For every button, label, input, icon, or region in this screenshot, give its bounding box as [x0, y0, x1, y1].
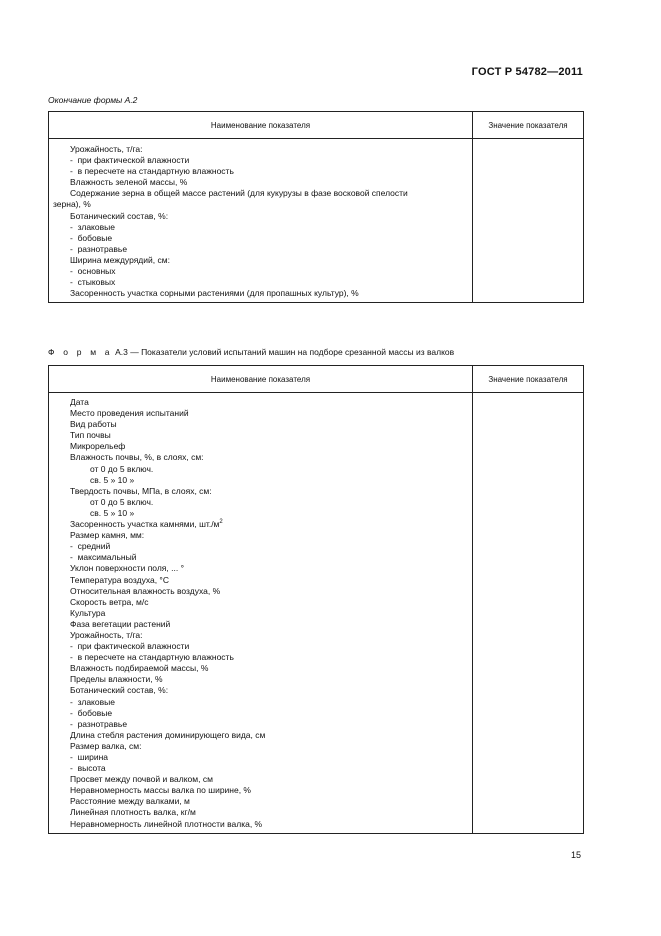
indicator-text: максимальный — [77, 552, 137, 563]
indicator-row — [70, 222, 468, 233]
indicator-text: Фаза вегетации растений — [70, 618, 171, 629]
indicator-text: Расстояние между валками, м — [70, 796, 190, 807]
indicator-row — [70, 475, 468, 486]
indicator-row — [70, 552, 468, 563]
indicator-text: разнотравье — [77, 718, 128, 729]
indicator-row — [70, 266, 468, 277]
col-header-name: Наименование показателя — [49, 366, 473, 393]
indicator-text: Неравномерность массы валка по ширине, % — [70, 785, 251, 796]
indicator-text: Влажность подбираемой массы, % — [70, 663, 209, 674]
indicator-row — [70, 652, 468, 663]
indicator-row — [70, 233, 468, 244]
indicator-text: бобовые — [77, 707, 113, 718]
indicator-row — [70, 452, 468, 463]
indicator-row — [70, 155, 468, 166]
indicator-text: Содержание зерна в общей массе растений (для кукурузы в фазе восковой спелости — [70, 188, 408, 199]
indicator-text: Урожайность, т/га: — [70, 144, 143, 154]
indicator-text: Просвет между почвой и валком, см — [70, 774, 213, 785]
indicator-text: основных — [77, 266, 116, 277]
indicator-list-cell — [49, 393, 473, 834]
indicator-row — [70, 288, 468, 299]
indicator-row — [70, 619, 468, 630]
col-header-value: Значение показателя — [473, 366, 584, 393]
indicator-row — [70, 430, 468, 441]
indicator-row — [70, 586, 468, 597]
form-a3-caption-text: А.3 — Показатели условий испытаний машин на подборе срезанной массы из валков — [112, 347, 455, 357]
indicator-text: Урожайность, т/га: — [70, 629, 143, 640]
indicator-text: Скорость ветра, м/с — [70, 596, 149, 607]
indicator-row — [70, 663, 468, 674]
indicator-row — [70, 166, 468, 177]
indicator-row — [70, 608, 468, 619]
indicator-row — [70, 211, 468, 222]
indicator-row — [70, 244, 468, 255]
indicator-row — [70, 408, 468, 419]
indicator-row — [70, 541, 468, 552]
indicator-row — [70, 674, 468, 685]
form-a2-table — [48, 111, 584, 303]
indicator-row — [70, 188, 468, 199]
indicator-text: в пересчете на стандартную влажность — [77, 652, 234, 663]
indicator-text: в пересчете на стандартную влажность — [77, 166, 234, 177]
indicator-text: бобовые — [77, 232, 113, 243]
indicator-row — [70, 685, 468, 696]
col-header-name: Наименование показателя — [49, 112, 473, 139]
form-a3-caption-prefix: Ф о р м а — [48, 347, 113, 357]
indicator-text: св. 5 » 10 » — [90, 474, 135, 485]
value-cell — [473, 139, 584, 303]
indicator-row — [70, 752, 468, 763]
indicator-text: Дата — [70, 397, 89, 407]
form-a3-caption — [48, 347, 454, 357]
indicator-row — [70, 508, 468, 519]
indicator-row — [70, 177, 468, 188]
indicator-text: от 0 до 5 включ. — [90, 463, 154, 474]
indicator-row — [70, 819, 468, 830]
indicator-row — [70, 530, 468, 541]
indicator-row — [70, 807, 468, 818]
indicator-text: разнотравье — [77, 243, 128, 254]
indicator-text: от 0 до 5 включ. — [90, 496, 154, 507]
indicator-text: Ширина междурядий, см: — [70, 254, 170, 265]
form-a2-caption: Окончание формы А.2 — [48, 95, 138, 105]
indicator-text: Культура — [70, 607, 106, 618]
indicator-text: при фактической влажности — [77, 155, 190, 166]
col-header-value: Значение показателя — [473, 112, 584, 139]
indicator-text: Линейная плотность валка, кг/м — [70, 807, 196, 818]
indicator-text: Размер камня, мм: — [70, 530, 145, 541]
indicator-row — [70, 441, 468, 452]
indicator-row — [70, 785, 468, 796]
indicator-row — [70, 796, 468, 807]
indicator-row — [70, 597, 468, 608]
indicator-text: Влажность зеленой массы, % — [70, 177, 188, 188]
indicator-row — [70, 774, 468, 785]
indicator-row — [70, 708, 468, 719]
indicator-text: Неравномерность линейной плотности валка, % — [70, 818, 263, 829]
indicator-text: Ботанический состав, %: — [70, 210, 169, 221]
indicator-text: стыковых — [77, 277, 116, 288]
indicator-list-cell — [49, 139, 473, 303]
indicator-text: Засоренность участка камнями, шт./м — [70, 519, 220, 530]
indicator-row — [70, 719, 468, 730]
indicator-row — [70, 486, 468, 497]
indicator-row — [70, 255, 468, 266]
indicator-row — [70, 277, 468, 288]
form-a3-table — [48, 365, 584, 834]
indicator-row — [70, 630, 468, 641]
indicator-row — [70, 575, 468, 586]
indicator-row — [70, 563, 468, 574]
indicator-text: Твердость почвы, МПа, в слоях, см: — [70, 485, 212, 496]
indicator-text: ширина — [77, 752, 109, 762]
indicator-text: Относительная влажность воздуха, % — [70, 585, 221, 596]
indicator-row — [70, 464, 468, 475]
indicator-text: Микрорельеф — [70, 441, 126, 452]
indicator-row — [70, 697, 468, 708]
indicator-text: Пределы влажности, % — [70, 674, 163, 685]
indicator-text: Засоренность участка сорными растениями (для пропашных культур), % — [70, 288, 359, 299]
indicator-text: Влажность почвы, %, в слоях, см: — [70, 452, 204, 463]
indicator-text: злаковые — [77, 221, 115, 232]
indicator-text: при фактической влажности — [77, 641, 190, 652]
indicator-text: Температура воздуха, °С — [70, 574, 169, 585]
value-cell — [473, 393, 584, 834]
indicator-row — [70, 741, 468, 752]
indicator-row — [70, 144, 468, 155]
indicator-text: средний — [77, 541, 111, 552]
superscript: 2 — [219, 519, 223, 526]
standard-code: ГОСТ Р 54782—2011 — [471, 66, 583, 78]
indicator-text: Ботанический состав, %: — [70, 685, 169, 696]
indicator-text: Размер валка, см: — [70, 740, 142, 751]
indicator-text: высота — [77, 763, 106, 774]
indicator-row — [70, 419, 468, 430]
indicator-text: св. 5 » 10 » — [90, 507, 135, 518]
indicator-row — [70, 497, 468, 508]
indicator-text: Длина стебля растения доминирующего вида, см — [70, 729, 266, 740]
indicator-row — [70, 730, 468, 741]
indicator-row — [70, 641, 468, 652]
indicator-text: Тип почвы — [70, 430, 111, 441]
indicator-row — [70, 397, 468, 408]
page-number: 15 — [570, 850, 581, 860]
indicator-text: Вид работы — [70, 419, 117, 430]
indicator-row — [53, 199, 468, 210]
indicator-text: злаковые — [77, 696, 115, 707]
indicator-text: зерна), % — [53, 199, 91, 210]
indicator-row — [70, 763, 468, 774]
indicator-text: Уклон поверхности поля, ... ° — [70, 563, 184, 574]
indicator-text: Место проведения испытаний — [70, 408, 189, 419]
indicator-row — [70, 519, 468, 530]
